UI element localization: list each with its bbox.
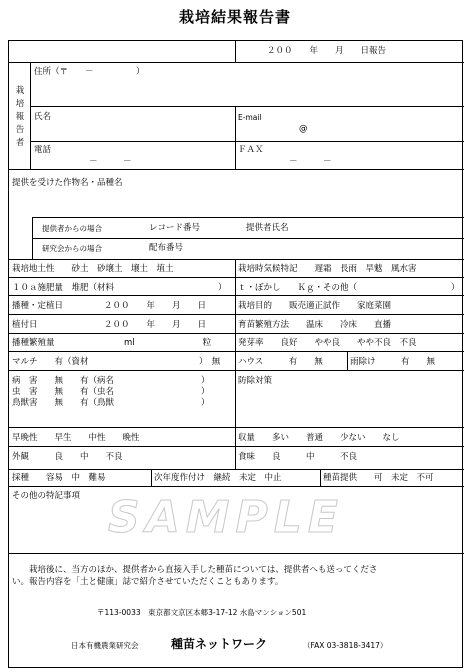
footer-org: 日本有機農業研究会 bbox=[71, 641, 139, 650]
purpose-row[interactable]: 栽培目的 販売適正試作 家庭菜園 bbox=[238, 301, 392, 311]
insect-row[interactable]: 虫 害 無 有（虫名 bbox=[12, 387, 115, 397]
appearance-row[interactable]: 外観 良 中 不良 bbox=[12, 452, 123, 462]
other-notes-field[interactable]: その他の特記事項 bbox=[12, 491, 81, 501]
distribution-number-label: 配布番号 bbox=[149, 243, 184, 253]
fax-dashes: － － bbox=[289, 157, 332, 167]
footer-note-line-1: 栽培後に、当方のほか、提供者から直接入手した種苗については、提供者へも送ってくださ bbox=[29, 565, 378, 575]
mulch-row[interactable]: マルチ 有（資材 bbox=[12, 357, 89, 367]
phone-field[interactable]: 電話 bbox=[34, 145, 52, 155]
name-field[interactable]: 氏名 bbox=[34, 112, 52, 122]
footer-network: 種苗ネットワーク bbox=[171, 637, 268, 651]
phone-dashes: － － bbox=[89, 157, 132, 167]
footer-note-line-2: い。報告内容を「土と健康」誌で紹介させていただくこともあります。 bbox=[12, 577, 284, 587]
report-form bbox=[8, 40, 463, 668]
fertilizer-row[interactable]: １０ａ施肥量 堆肥（材料 bbox=[12, 283, 115, 293]
fax-field[interactable]: ＦＡＸ bbox=[238, 145, 264, 155]
mulch-none[interactable]: ） 無 bbox=[199, 357, 221, 367]
report-date: ２００ 年 月 日報告 bbox=[267, 46, 387, 56]
footer-fax: （FAX 03-3818-3417） bbox=[303, 641, 388, 650]
maturity-row[interactable]: 早晩性 早生 中性 晩性 bbox=[12, 433, 140, 443]
pest-control-field[interactable]: 防除対策 bbox=[238, 376, 273, 386]
provider-case-label: 提供者からの場合 bbox=[42, 224, 102, 233]
bird-beast-row[interactable]: 鳥獣害 無 有（鳥獣 bbox=[12, 398, 115, 408]
sample-watermark: SAMPLE bbox=[108, 492, 344, 543]
next-year-row[interactable]: 次年度作付け 継続 未定 中止 bbox=[154, 473, 282, 483]
email-at[interactable]: @ bbox=[299, 124, 308, 134]
address-field[interactable]: 住所（〒 － ） bbox=[34, 67, 145, 77]
climate-notes-row[interactable]: 栽培時気候特記 遅霜 長雨 旱魃 風水害 bbox=[238, 264, 417, 274]
planting-date-field[interactable]: ２００ 年 月 日 bbox=[104, 320, 207, 330]
reporter-side-label: 栽 培 報 告 者 bbox=[15, 86, 25, 148]
disease-row[interactable]: 病 害 無 有（病名 bbox=[12, 376, 115, 386]
footer-address: 〒113-0033 東京都文京区本郷3-17-12 水島マンション501 bbox=[97, 608, 307, 617]
provider-name-label: 提供者氏名 bbox=[246, 223, 289, 233]
soil-type-row[interactable]: 栽培地土性 砂土 砂壌土 壌土 埴土 bbox=[12, 264, 174, 274]
seed-provision-row[interactable]: 種苗提供 可 未定 不可 bbox=[323, 473, 434, 483]
record-number-label: レコード番号 bbox=[149, 223, 201, 233]
nursery-method-row[interactable]: 育苗繁殖方法 温床 冷床 直播 bbox=[238, 320, 392, 330]
greenhouse-row[interactable]: ハウス 有 無 bbox=[238, 357, 323, 367]
sowing-date-field[interactable]: ２００ 年 月 日 bbox=[104, 301, 207, 311]
insect-close: ） bbox=[201, 387, 210, 397]
fertilizer-other-row[interactable]: ｔ・ぼかし Ｋｇ・その他（ bbox=[238, 283, 358, 293]
rain-shelter-row[interactable]: 雨除け 有 無 bbox=[350, 357, 436, 367]
fertilizer-close: ） bbox=[218, 283, 227, 293]
sowing-amount-label: 播種繁殖量 bbox=[12, 338, 55, 348]
page-title: 栽培結果報告書 bbox=[178, 8, 291, 26]
disease-close: ） bbox=[201, 376, 210, 386]
taste-row[interactable]: 食味 良 中 不良 bbox=[238, 452, 358, 462]
sowing-amount-field[interactable]: ml 粒 bbox=[124, 338, 212, 348]
seed-collection-row[interactable]: 採種 容易 中 難易 bbox=[12, 473, 106, 483]
bird-beast-close: ） bbox=[201, 398, 210, 408]
yield-row[interactable]: 収量 多い 普通 少ない なし bbox=[238, 433, 400, 443]
email-label: E-mail bbox=[238, 113, 262, 122]
crop-name-field[interactable]: 提供を受けた作物名・品種名 bbox=[12, 178, 123, 188]
fertilizer-other-close: ） bbox=[451, 283, 460, 293]
germination-row[interactable]: 発芽率 良好 やや良 やや不良 不良 bbox=[238, 338, 417, 348]
sowing-date-label: 播種・定植日 bbox=[12, 301, 64, 311]
planting-date-label: 植付日 bbox=[12, 320, 38, 330]
society-case-label: 研究会からの場合 bbox=[42, 244, 102, 253]
